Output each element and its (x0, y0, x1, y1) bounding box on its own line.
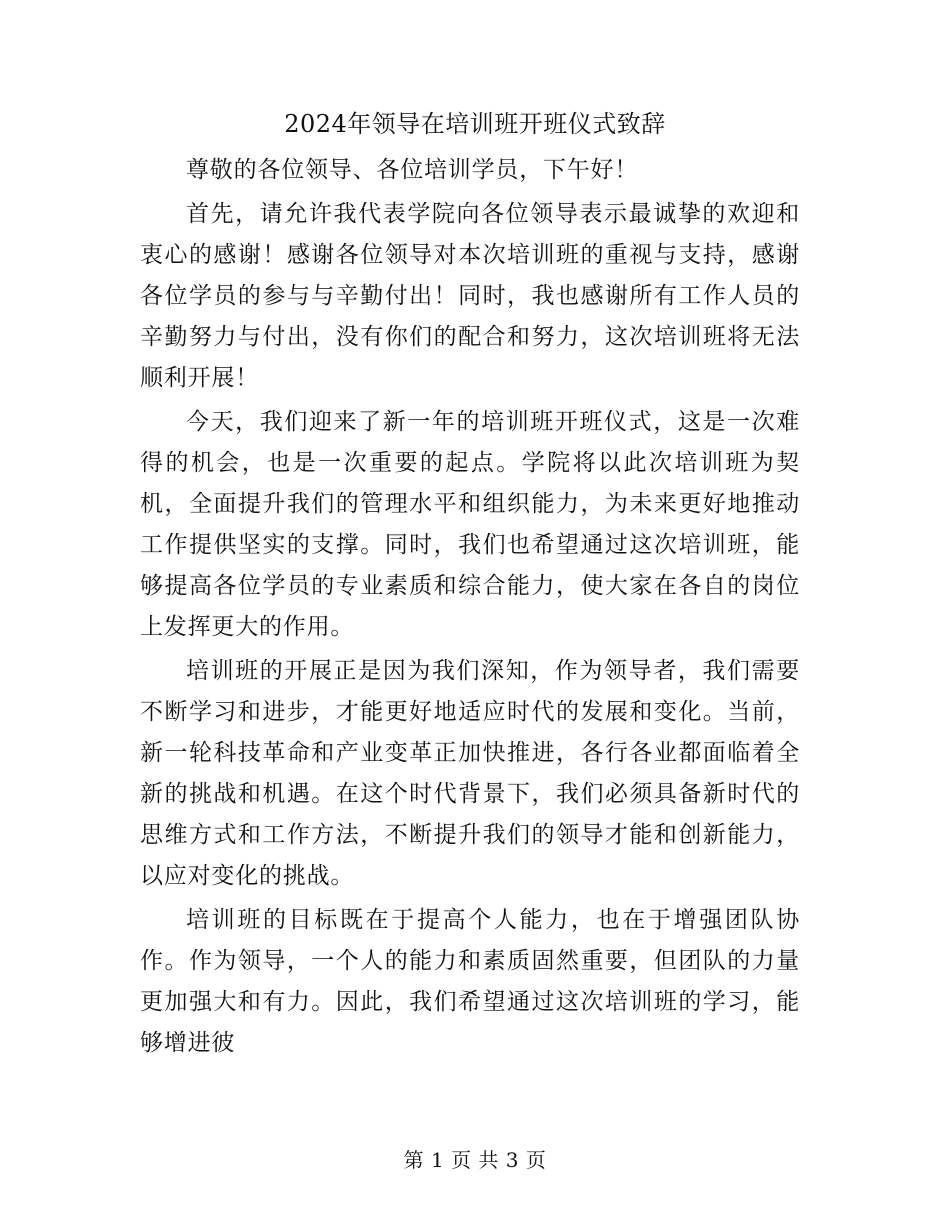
page-number-label: 第 1 页 共 3 页 (403, 1148, 547, 1172)
document-body (140, 150, 800, 1067)
paragraph-1: 首先，请允许我代表学院向各位领导表示最诚挚的欢迎和衷心的感谢！感谢各位领导对本次培训班的重视与支持，感谢各位学员的参与与辛勤付出！同时，我也感谢所有工作人员的辛勤努力与付出，没有你们的配合和努力，这次培训班将无法顺利开展！ (140, 201, 800, 391)
page-footer (0, 1146, 950, 1174)
paragraph-4: 培训班的目标既在于提高个人能力，也在于增强团队协作。作为领导，一个人的能力和素质固然重要，但团队的力量更加强大和有力。因此，我们希望通过这次培训班的学习，能够增进彼 (140, 907, 800, 1056)
document-title: 2024年领导在培训班开班仪式致辞 (284, 110, 666, 138)
paragraph-2: 今天，我们迎来了新一年的培训班开班仪式，这是一次难得的机会，也是一次重要的起点。学院将以此次培训班为契机，全面提升我们的管理水平和组织能力，为未来更好地推动工作提供坚实的支撑。同时，我们也希望通过这次培训班，能够提高各位学员的专业素质和综合能力，使大家在各自的岗位上发挥更大的作用。 (140, 409, 800, 640)
greeting-paragraph: 尊敬的各位领导、各位培训学员，下午好！ (186, 157, 639, 183)
paragraph-3: 培训班的开展正是因为我们深知，作为领导者，我们需要不断学习和进步，才能更好地适应时代的发展和变化。当前，新一轮科技革命和产业变革正加快推进，各行各业都面临着全新的挑战和机遇。在这个时代背景下，我们必须具备新时代的思维方式和工作方法，不断提升我们的领导才能和创新能力，以应对变化的挑战。 (140, 658, 800, 889)
